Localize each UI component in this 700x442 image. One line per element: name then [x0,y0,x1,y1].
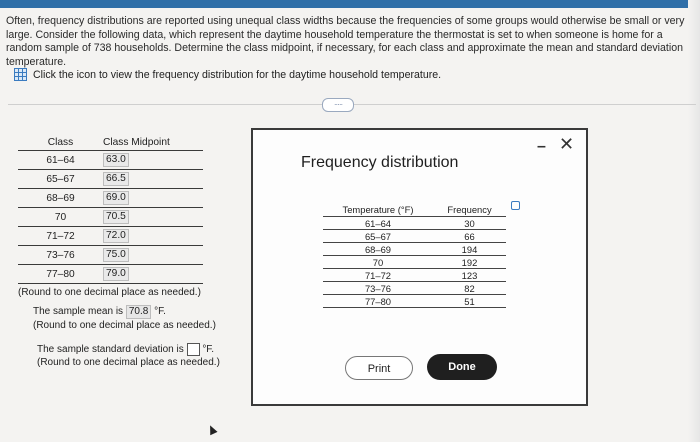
temp-cell: 71–72 [364,269,392,281]
stdev-prefix: The sample standard deviation is [37,344,184,356]
table-grid-icon[interactable] [14,68,27,81]
freq-cell: 30 [464,217,475,229]
mean-answer[interactable]: 70.8 [126,305,151,319]
table-row [323,243,506,256]
header-class-midpoint: Class Midpoint [103,137,170,148]
class-cell: 70 [54,211,67,223]
midpoint-value[interactable]: 66.5 [103,172,129,186]
stdev-line [37,343,214,356]
temp-cell: 61–64 [364,217,392,229]
table-row [18,246,203,265]
minimize-icon[interactable]: – [537,138,546,155]
table-row [323,269,506,282]
header-class: Class [47,137,74,148]
table-header-row [323,202,506,217]
mean-note: (Round to one decimal place as needed.) [33,320,216,331]
table-row [323,230,506,243]
class-cell: 73–76 [46,249,75,261]
freq-cell: 82 [464,282,475,294]
class-cell: 71–72 [46,230,75,242]
table-row [323,256,506,269]
temp-cell: 77–80 [364,295,392,307]
table-row [18,265,203,284]
temp-cell: 68–69 [364,243,392,255]
collapse-toggle[interactable]: ····· [322,98,354,112]
class-cell: 77–80 [46,268,75,280]
close-icon[interactable]: ✕ [559,134,575,154]
hint-line [14,68,441,81]
table-row [18,170,203,189]
temp-cell: 73–76 [364,282,392,294]
problem-statement: Often, frequency distributions are reported using unequal class widths because the frequencies of some groups would otherwise be small or very large. Consider the following data, which represent the daytime household temperature the thermostat is set to when someone is home for a random sample of 738 households. Determine the class midpoint, if necessary, for each class and approximate the mean and standard deviation temperature. [6,15,685,68]
header-temperature: Temperature (°F) [342,203,414,215]
mean-unit: °F. [154,306,166,317]
midpoint-value[interactable]: 63.0 [103,153,129,167]
dialog-title: Frequency distribution [301,154,459,171]
stdev-answer-input[interactable] [187,343,200,356]
hint-text: Click the icon to view the frequency distribution for the daytime household temperature. [33,68,442,81]
midpoint-value[interactable]: 70.5 [103,210,129,224]
mean-line [33,305,166,319]
class-midpoint-table [18,135,203,298]
midpoint-value[interactable]: 69.0 [103,191,129,205]
table-row [323,217,506,230]
mouse-cursor-icon [206,424,217,436]
copy-icon[interactable] [511,201,520,210]
midpoint-value[interactable]: 72.0 [103,229,129,243]
table-row [18,208,203,227]
table-row [18,227,203,246]
top-accent-bar [0,0,700,8]
table-row [323,282,506,295]
table-row [323,295,506,308]
mean-prefix: The sample mean is [33,306,124,317]
temp-cell: 70 [372,256,384,268]
freq-cell: 192 [461,256,478,268]
stdev-unit: °F. [202,344,215,356]
freq-cell: 123 [461,269,478,281]
freq-cell: 66 [464,230,475,242]
class-cell: 68–69 [46,192,75,204]
print-button[interactable]: Print [345,356,413,380]
round-note: (Round to one decimal place as needed.) [18,287,201,298]
table-row [18,189,203,208]
midpoint-value[interactable]: 75.0 [103,248,129,262]
frequency-table [323,202,506,308]
table-row [18,151,203,170]
class-cell: 61–64 [46,154,75,166]
frequency-distribution-dialog [251,128,588,406]
midpoint-value[interactable]: 79.0 [103,267,129,281]
done-button[interactable]: Done [427,354,497,380]
class-cell: 65–67 [46,173,75,185]
table-header-row [18,135,203,151]
temp-cell: 65–67 [364,230,392,242]
freq-cell: 194 [461,243,478,255]
stdev-note: (Round to one decimal place as needed.) [37,357,220,368]
freq-cell: 51 [464,295,475,307]
header-frequency: Frequency [447,203,492,215]
